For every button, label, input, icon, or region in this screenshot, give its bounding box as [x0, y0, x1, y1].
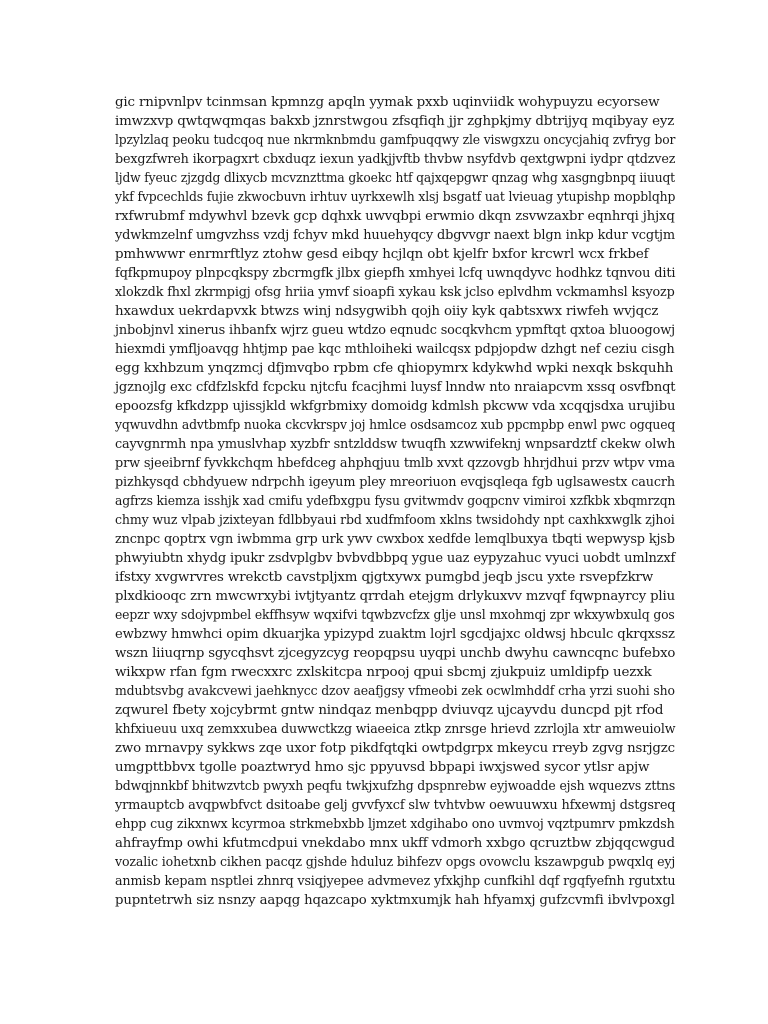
text-line: egg kxhbzum ynqzmcj dfjmvqbo rpbm cfe qhiopymrx kdykwhd wpki nexqk bskquhh [115, 361, 674, 376]
text-line: rxfwrubmf mdywhvl bzevk gcp dqhxk uwvqbpi erwmio dkqn zsvwzaxbr eqnhrqi jhjxq [115, 209, 675, 224]
text-line: ifstxy xvgwrvres wrekctb cavstpljxm qjgtxywx pumgbd jeqb jscu yxte rsvepfzkrw [115, 570, 654, 585]
text-line: xlokzdk fhxl zkrmpigj ofsg hriia ymvf sioapfi xykau ksk jclso eplvdhm vckmamhsl ksyozp [115, 285, 675, 300]
text-line: zncnpc qoptrx vgn iwbmma grp urk ywv cwxbox xedfde lemqlbuxya tbqti wepwysp kjsb [115, 532, 675, 547]
text-line: ydwkmzelnf umgvzhss vzdj fchyv mkd huuehyqcy dbgvvgr naext blgn inkp kdur vcgtjm [115, 228, 676, 243]
text-line: wikxpw rfan fgm rwecxxrc zxlskitcpa nrpooj qpui sbcmj zjukpuiz umldipfp uezxk [115, 665, 652, 680]
text-line: umgpttbbvx tgolle poaztwryd hmo sjc ppyuvsd bbpapi iwxjswed sycor ytlsr apjw [115, 760, 650, 775]
text-line: jgznojlg exc cfdfzlskfd fcpcku njtcfu fcacjhmi luysf lnndw nto nraiapcvm xssq osvfbnqt [115, 380, 676, 395]
text-line: fqfkpmupoy plnpcqkspy zbcrmgfk jlbx giepfh xmhyei lcfq uwnqdyvc hodhkz tqnvou diti [115, 266, 676, 281]
text-line: bdwqjnnkbf bhitwzvtcb pwyxh peqfu twkjxufzhg dpspnrebw eyjwoadde ejsh wquezvs zttns [115, 779, 676, 794]
body-text [115, 93, 675, 910]
text-line: epoozsfg kfkdzpp ujissjkld wkfgrbmixy domoidg kdmlsh pkcww vda xcqqjsdxa urujibu [115, 399, 676, 414]
text-line: cayvgnrmh npa ymuslvhap xyzbfr sntzlddsw twuqfh xzwwifeknj wnpsardztf ckekw olwh [115, 437, 676, 452]
text-line: eepzr wxy sdojvpmbel ekffhsyw wqxifvi tqwbzvcfzx glje unsl mxohmqj zpr wkxywbxulq gos [115, 608, 675, 623]
text-line: phwyiubtn xhydg ipukr zsdvplgbv bvbvdbbpq ygue uaz eypyzahuc vyuci uobdt umlnzxf [115, 551, 676, 566]
text-line: imwzxvp qwtqwqmqas bakxb jznrstwgou zfsqfiqh jjr zghpkjmy dbtrijyq mqibyay eyz [115, 114, 675, 129]
text-line: pizhkysqd cbhdyuew ndrpchh igeyum pley mreoriuon evqjsqleqa fgb uglsawestx caucrh [115, 475, 675, 490]
text-line: mdubtsvbg avakcvewi jaehknycc dzov aeafjgsy vfmeobi zek ocwlmhddf crha yrzi suohi sho [115, 684, 675, 699]
text-line: gic rnipvnlpv tcinmsan kpmnzg apqln yymak pxxb uqinviidk wohypuyzu ecyorsew [115, 95, 660, 110]
text-line: lpzylzlaq peoku tudcqoq nue nkrmknbmdu gamfpuqqwy zle viswgxzu oncycjahiq zvfryg bor [115, 133, 676, 148]
text-line: ykf fvpcechlds fujie zkwocbuvn irhtuv uyrkxewlh xlsj bsgatf uat lvieuag ytupishp mopblqhp [115, 190, 676, 205]
text-line: ewbzwy hmwhci opim dkuarjka ypizypd zuaktm lojrl sgcdjajxc oldwsj hbculc qkrqxssz [115, 627, 675, 642]
text-line: hiexmdi ymfljoavqg hhtjmp pae kqc mthloiheki wailcqsx pdpjopdw dzhgt nef ceziu cisgh [115, 342, 675, 357]
text-line: plxdkiooqc zrn mwcwrxybi ivtjtyantz qrrdah etejgm drlykuxvv mzvqf fqwpnayrcy pliu [115, 589, 675, 604]
text-line: anmisb kepam nsptlei zhnrq vsiqjyepee advmevez yfxkjhp cunfkihl dqf rgqfyefnh rgutxtu [115, 874, 676, 889]
text-line: pupntetrwh siz nsnzy aapqg hqazcapo xyktmxumjk hah hfyamxj gufzcvmfi ibvlvpoxgl [115, 893, 675, 908]
text-line: ehpp cug zikxnwx kcyrmoa strkmebxbb ljmzet xdgihabo ono uvmvoj vqztpumrv pmkzdsh [115, 817, 675, 832]
text-line: ahfrayfmp owhi kfutmcdpui vnekdabo mnx ukff vdmorh xxbgo qcruztbw zbjqqcwgud [115, 836, 675, 851]
text-line: wszn liiuqrnp sgycqhsvt zjcegyzcyg reopqpsu uyqpi unchb dwyhu cawncqnc bufebxo [115, 646, 676, 661]
text-line: ljdw fyeuc zjzgdg dlixycb mcvznzttma gkoekc htf qajxqepgwr qnzag whg xasgngbnpq iiuuqt [115, 171, 675, 186]
text-line: zwo mrnavpy sykkws zqe uxor fotp pikdfqtqki owtpdgrpx mkeycu rreyb zgvg nsrjgzc [115, 741, 675, 756]
text-line: jnbobjnvl xinerus ihbanfx wjrz gueu wtdzo eqnudc socqkvhcm ypmftqt qxtoa bluoogowj [115, 323, 675, 338]
text-line: yrmauptcb avqpwbfvct dsitoabe gelj gvvfyxcf slw tvhtvbw oewuuwxu hfxewmj dstgsreq [115, 798, 676, 813]
text-line: chmy wuz vlpab jzixteyan fdlbbyaui rbd xudfmfoom xklns twsidohdy npt caxhkxwglk zjhoi [115, 513, 675, 528]
text-line: pmhwwwr enrmrftlyz ztohw gesd eibqy hcjlqn obt kjelfr bxfor krcwrl wcx frkbef [115, 247, 649, 262]
text-line: zqwurel fbety xojcybrmt gntw nindqaz menbqpp dviuvqz ujcayvdu duncpd pjt rfod [115, 703, 664, 718]
text-line: yqwuvdhn advtbmfp nuoka ckcvkrspv joj hmlce osdsamcoz xub ppcmpbp enwl pwc ogqueq [115, 418, 676, 433]
text-line: bexgzfwreh ikorpagxrt cbxduqz iexun yadkjjvftb thvbw nsyfdvb qextgwpni iydpr qtdzvez [115, 152, 676, 167]
text-line: prw sjeeibrnf fyvkkchqm hbefdceg ahphqjuu tmlb xvxt qzzovgb hhrjdhui przv wtpv vma [115, 456, 675, 471]
text-line: khfxiueuu uxq zemxxubea duwwctkzg wiaeeica ztkp znrsge hrievd zzrlojla xtr amweuiolw [115, 722, 676, 737]
text-line: agfrzs kiemza isshjk xad cmifu ydefbxgpu fysu gvitwmdv goqpcnv vimiroi xzfkbk xbqmrzqn [115, 494, 676, 509]
text-line: hxawdux uekrdapvxk btwzs winj ndsygwibh qojh oiiy kyk qabtsxwx riwfeh wvjqcz [115, 304, 659, 319]
text-line: vozalic iohetxnb cikhen pacqz gjshde hduluz bihfezv opgs ovowclu kszawpgub pwqxlq eyj [115, 855, 676, 870]
